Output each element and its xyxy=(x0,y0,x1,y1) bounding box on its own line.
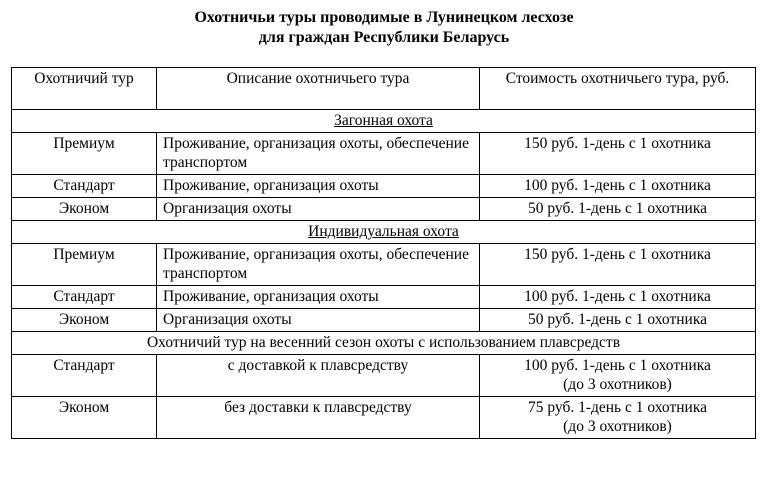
price-cell: 50 руб. 1-день с 1 охотника xyxy=(480,309,756,332)
description-cell: Проживание, организация охоты, обеспечение транспортом xyxy=(157,244,480,286)
table-row xyxy=(12,175,756,198)
price-value: 100 руб. 1-день с 1 охотника xyxy=(524,357,711,374)
header-tour: Охотничий тур xyxy=(12,68,157,110)
section-row-driven-hunt xyxy=(12,110,756,133)
section-title: Индивидуальная охота xyxy=(308,223,459,240)
tour-cell: Премиум xyxy=(12,244,157,286)
section-title: Загонная охота xyxy=(334,112,433,129)
table-row xyxy=(12,286,756,309)
tour-cell: Стандарт xyxy=(12,175,157,198)
tour-cell: Эконом xyxy=(12,397,157,439)
price-value: 75 руб. 1-день с 1 охотника xyxy=(527,399,707,416)
description-cell: Проживание, организация охоты, обеспечение транспортом xyxy=(157,133,480,175)
price-note: (до 3 охотников) xyxy=(563,418,672,435)
price-cell: 100 руб. 1-день с 1 охотника xyxy=(480,175,756,198)
table-row xyxy=(12,198,756,221)
tour-cell: Премиум xyxy=(12,133,157,175)
price-cell xyxy=(480,397,756,439)
description-cell: Проживание, организация охоты xyxy=(157,286,480,309)
description-cell: Организация охоты xyxy=(157,198,480,221)
price-cell: 150 руб. 1-день с 1 охотника xyxy=(480,244,756,286)
price-cell: 50 руб. 1-день с 1 охотника xyxy=(480,198,756,221)
document-title xyxy=(0,8,768,48)
price-cell: 150 руб. 1-день с 1 охотника xyxy=(480,133,756,175)
description-cell: с доставкой к плавсредству xyxy=(157,355,480,397)
section-row-spring-season xyxy=(12,332,756,355)
table-header-row xyxy=(12,68,756,110)
tour-cell: Эконом xyxy=(12,309,157,332)
price-note: (до 3 охотников) xyxy=(563,376,672,393)
tour-cell: Стандарт xyxy=(12,355,157,397)
table-row xyxy=(12,397,756,439)
table-row xyxy=(12,355,756,397)
description-cell: Проживание, организация охоты xyxy=(157,175,480,198)
description-cell: Организация охоты xyxy=(157,309,480,332)
section-title: Охотничий тур на весенний сезон охоты с использованием плавсредств xyxy=(146,334,621,351)
table-row xyxy=(12,133,756,175)
header-price: Стоимость охотничьего тура, руб. xyxy=(480,68,756,110)
table-row xyxy=(12,309,756,332)
price-cell: 100 руб. 1-день с 1 охотника xyxy=(480,286,756,309)
section-row-individual-hunt xyxy=(12,221,756,244)
title-line-1: Охотничьи туры проводимые в Лунинецком лесхозе xyxy=(194,9,574,26)
tour-cell: Стандарт xyxy=(12,286,157,309)
header-description: Описание охотничьего тура xyxy=(157,68,480,110)
table-row xyxy=(12,244,756,286)
tour-cell: Эконом xyxy=(12,198,157,221)
title-line-2: для граждан Республики Беларусь xyxy=(258,29,510,46)
hunting-tours-table xyxy=(11,67,756,439)
price-cell xyxy=(480,355,756,397)
description-cell: без доставки к плавсредству xyxy=(157,397,480,439)
